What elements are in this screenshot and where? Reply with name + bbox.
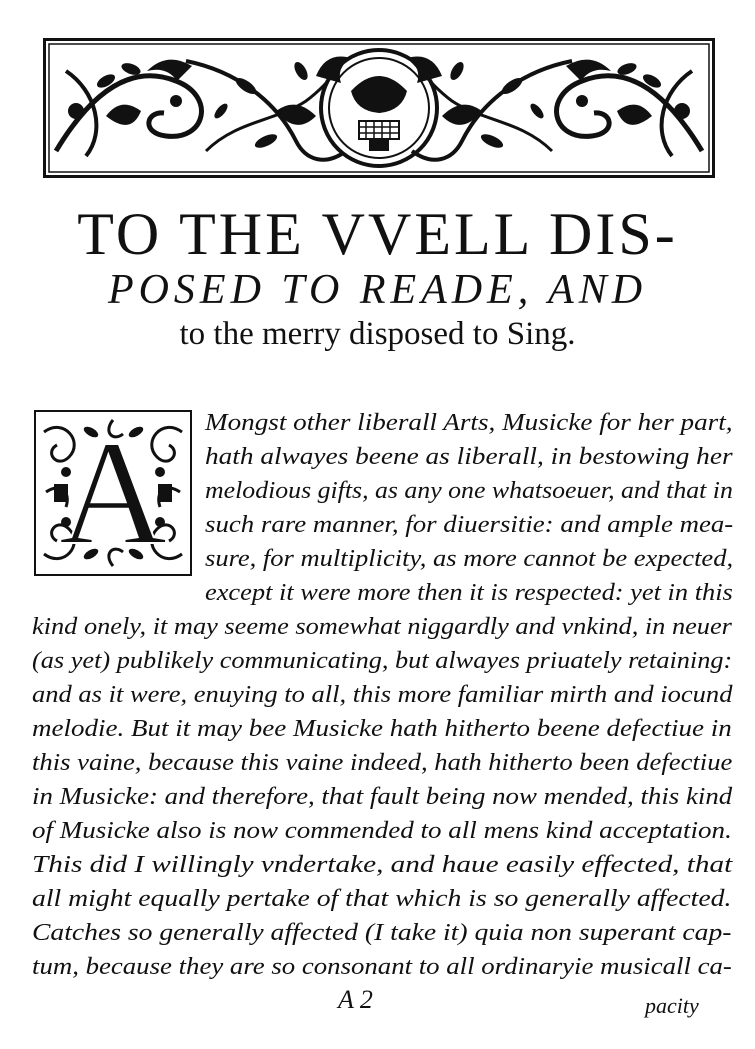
body-line: such rare manner, for diuersitie: and ample mea- [205,511,734,538]
decorated-initial [34,410,192,576]
body-line: in Musicke: and therefore, that fault being now mended, this kind [32,783,733,810]
body-line: and as it were, enuying to all, this more familiar mirth and iocund [32,681,733,708]
body-line: all might equally pertake of that which is so generally affected. [32,885,732,912]
catchword: pacity [645,993,699,1018]
signature-mark: A 2 [338,985,373,1014]
body-line: sure, for multiplicity, as more cannot be expected, [205,545,734,572]
body-line: melodious gifts, as any one whatsoeuer, and that in [205,477,733,504]
body-line: except it were more then it is respected: yet in this [205,579,733,606]
body-line: kind onely, it may seeme somewhat niggardly and vnkind, in neuer [32,613,732,640]
body-line: This did I willingly vndertake, and haue easily effected, that [32,851,733,878]
ornamental-header-band [43,38,715,178]
body-line: this vaine, because this vaine indeed, hath hitherto been defectiue [32,749,733,776]
body-line: hath alwayes beene as liberall, in bestowing her [205,443,733,470]
body-line: Catches so generally affected (I take it) quia non superant cap- [32,919,732,946]
title-line-2: POSED TO READE, AND [107,267,648,313]
body-line: Mongst other liberall Arts, Musicke for her part, [205,409,733,436]
body-line: tum, because they are so consonant to all ordinaryie musicall ca- [32,953,732,980]
body-line: (as yet) publikely communicating, but alwayes priuately retaining: [32,647,733,674]
title-line-3: to the merry disposed to Sing. [179,316,576,352]
body-line: melodie. But it may bee Musicke hath hitherto beene defectiue in [32,715,732,742]
woodcut-ornament-image [46,41,712,175]
drop-cap-letter: A [58,410,168,576]
title-line-1: TO THE VVELL DIS- [77,201,678,267]
body-line: of Musicke also is now commended to all mens kind acceptation. [32,817,732,844]
